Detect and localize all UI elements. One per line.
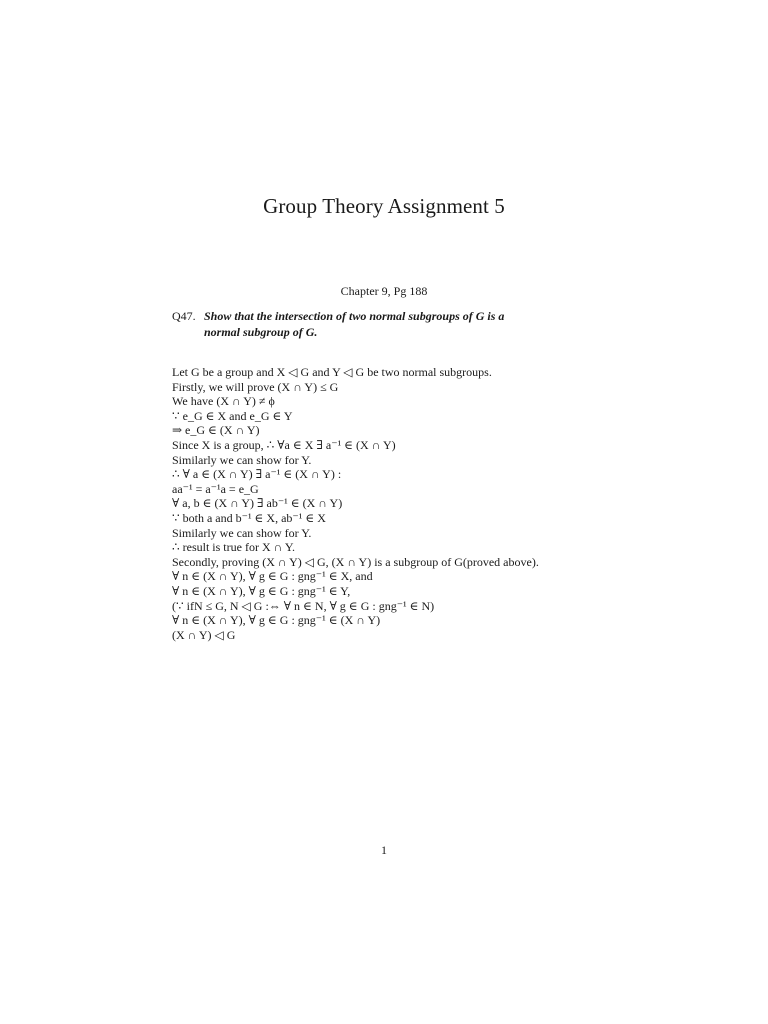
proof-line: ∵ both a and b⁻¹ ∈ X, ab⁻¹ ∈ X (172, 510, 326, 525)
proof-line: Secondly, proving (X ∩ Y) ◁ G, (X ∩ Y) is a subgroup of G(proved above). (172, 554, 539, 569)
proof-line: ∀ n ∈ (X ∩ Y), ∀ g ∈ G : gng⁻¹ ∈ Y, (172, 583, 351, 598)
question-line-2 (172, 324, 622, 340)
proof-line: aa⁻¹ = a⁻¹a = e_G (172, 481, 259, 496)
proof-line: Since X is a group, ∴ ∀a ∈ X ∃ a⁻¹ ∈ (X ∩ Y) (172, 437, 396, 452)
proof-line: ∀ n ∈ (X ∩ Y), ∀ g ∈ G : gng⁻¹ ∈ X, and (172, 569, 373, 584)
proof-line: Firstly, we will prove (X ∩ Y) ≤ G (172, 379, 339, 394)
proof-line: ∵ e_G ∈ X and e_G ∈ Y (172, 408, 293, 423)
proof-line: ∴ result is true for X ∩ Y. (172, 540, 295, 555)
proof-line: (X ∩ Y) ◁ G (172, 627, 236, 642)
page-number: 1 (381, 843, 387, 857)
proof-line: ⇒ e_G ∈ (X ∩ Y) (172, 423, 260, 438)
proof-line: Similarly we can show for Y. (172, 525, 312, 540)
chapter-reference: Chapter 9, Pg 188 (340, 284, 428, 298)
question-text-line2: normal subgroup of G. (204, 325, 318, 339)
question-block (172, 308, 622, 340)
proof-line: ∀ n ∈ (X ∩ Y), ∀ g ∈ G : gng⁻¹ ∈ (X ∩ Y) (172, 613, 381, 628)
question-text-line1: Show that the intersection of two normal subgroups of G is a (204, 309, 505, 323)
proof-body (172, 365, 652, 642)
proof-line: ∀ a, b ∈ (X ∩ Y) ∃ ab⁻¹ ∈ (X ∩ Y) (172, 496, 343, 511)
question-line-1 (172, 308, 622, 324)
document-title: Group Theory Assignment 5 (263, 194, 505, 218)
proof-line: ∴ ∀ a ∈ (X ∩ Y) ∃ a⁻¹ ∈ (X ∩ Y) : (172, 467, 342, 482)
proof-line: We have (X ∩ Y) ≠ ϕ (172, 394, 275, 409)
proof-line: Let G be a group and X ◁ G and Y ◁ G be two normal subgroups. (172, 365, 492, 379)
question-number: Q47. (172, 309, 196, 323)
proof-line: Similarly we can show for Y. (172, 452, 312, 467)
proof-line: (∵ ifN ≤ G, N ◁ G :⇔ ∀ n ∈ N, ∀ g ∈ G : gng⁻¹ ∈ N) (172, 598, 435, 613)
